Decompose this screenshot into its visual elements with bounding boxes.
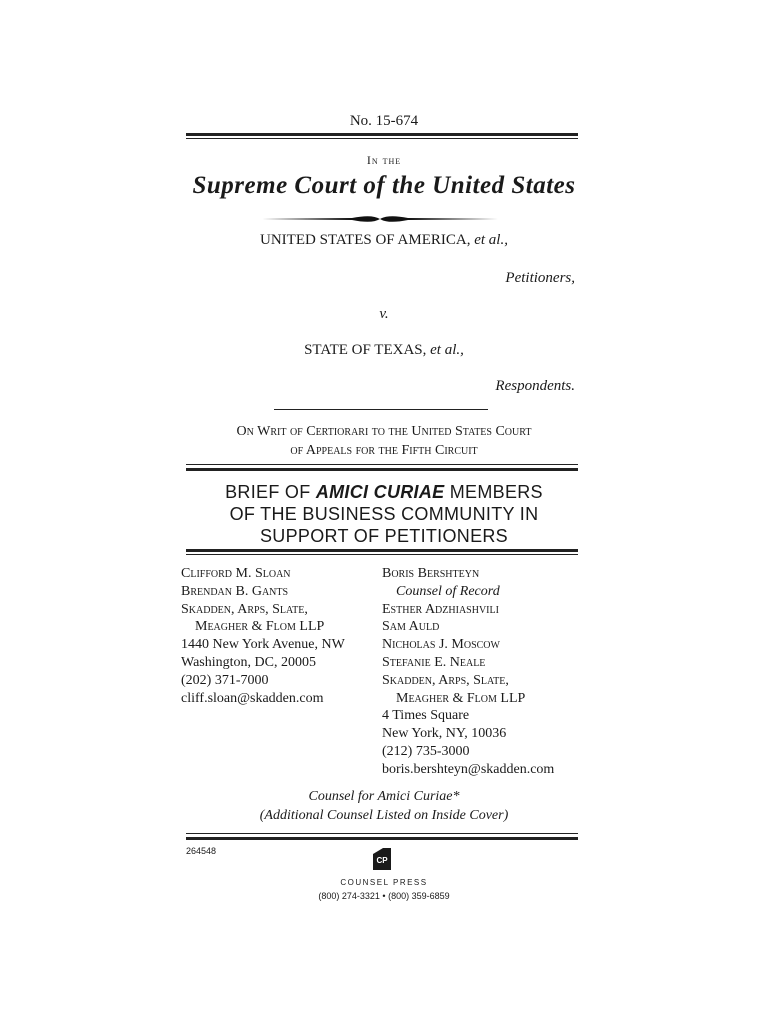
counsel-left-line: Clifford M. Sloan	[181, 566, 291, 581]
petitioner-suffix: et al.,	[474, 232, 508, 248]
writ-line-2: of Appeals for the Fifth Circuit	[290, 443, 478, 458]
counsel-right-line: 4 Times Square	[382, 708, 470, 724]
counsel-left-line: (202) 371-7000	[181, 672, 269, 688]
rule-title-top-b	[186, 468, 578, 471]
counsel-right-line: Stefanie E. Neale	[382, 654, 486, 670]
brief-title-amici: AMICI CURIAE	[315, 482, 445, 502]
brief-title-line-1	[0, 481, 768, 503]
petitioner-name: UNITED STATES OF AMERICA,	[260, 232, 471, 248]
counsel-left-line: Brendan B. Gants	[181, 583, 289, 599]
counsel-right-line: Esther Adzhiashvili	[382, 601, 499, 617]
brief-title-pre: BRIEF OF	[225, 482, 316, 502]
counsel-left-line: 1440 New York Avenue, NW	[181, 637, 345, 653]
court-prefix: In the	[366, 153, 402, 167]
counsel-left-line: Meagher & Flom LLP	[195, 619, 325, 635]
brief-title-line-2: OF THE BUSINESS COMMUNITY IN	[229, 504, 539, 524]
counsel-right-line: (212) 735-3000	[382, 743, 470, 759]
respondent-line	[0, 342, 768, 359]
ornament-divider	[262, 212, 498, 226]
brief-title-post: MEMBERS	[444, 482, 543, 502]
versus: v.	[379, 306, 389, 322]
press-name: COUNSEL PRESS	[340, 878, 428, 887]
rule-title-bottom-b	[186, 554, 578, 555]
rule-title-bottom-a	[186, 549, 578, 552]
respondent-role: Respondents.	[495, 378, 575, 394]
counsel-right-line: New York, NY, 10036	[382, 726, 507, 742]
counsel-press-logo-icon	[371, 846, 393, 872]
additional-counsel: (Additional Counsel Listed on Inside Cover)	[259, 808, 509, 823]
counsel-for: Counsel for Amici Curiae*	[308, 789, 460, 804]
court-name: Supreme Court of the United States	[192, 172, 576, 199]
respondent-name: STATE OF TEXAS,	[304, 342, 427, 358]
rule-footer-b	[186, 837, 578, 840]
footer-id: 264548	[186, 846, 217, 856]
rule-footer-a	[186, 833, 578, 834]
press-phone: (800) 274-3321 • (800) 359-6859	[318, 891, 450, 901]
respondent-suffix: et al.,	[430, 342, 464, 358]
counsel-right-line: Counsel of Record	[396, 583, 500, 599]
parties-divider	[274, 409, 488, 410]
brief-title	[0, 481, 768, 547]
counsel-left-line: cliff.sloan@skadden.com	[181, 690, 324, 706]
docket-number: No. 15-674	[349, 113, 419, 129]
writ-line-1: On Writ of Certiorari to the United States Court	[236, 424, 532, 439]
counsel-right-line: Boris Bershteyn	[382, 566, 480, 581]
counsel-right-line: Skadden, Arps, Slate,	[382, 672, 509, 688]
petitioner-line	[0, 232, 768, 249]
petitioner-role: Petitioners,	[505, 270, 575, 286]
rule-double-bottom	[186, 138, 578, 139]
logo-text: CP	[376, 856, 388, 865]
counsel-right-line: Nicholas J. Moscow	[382, 637, 500, 653]
writ-text	[0, 422, 768, 460]
counsel-right-line: boris.bershteyn@skadden.com	[382, 761, 555, 777]
brief-title-line-3: SUPPORT OF PETITIONERS	[260, 526, 508, 546]
counsel-right-line: Meagher & Flom LLP	[396, 690, 526, 706]
counsel-left-line: Washington, DC, 20005	[181, 654, 316, 670]
counsel-right-line: Sam Auld	[382, 619, 440, 635]
rule-title-top-a	[186, 464, 578, 465]
counsel-left-line: Skadden, Arps, Slate,	[181, 601, 308, 617]
counsel-right-column	[382, 565, 592, 779]
counsel-left-column	[181, 565, 371, 707]
rule-double-top	[186, 133, 578, 136]
counsel-press-logo	[371, 846, 393, 872]
